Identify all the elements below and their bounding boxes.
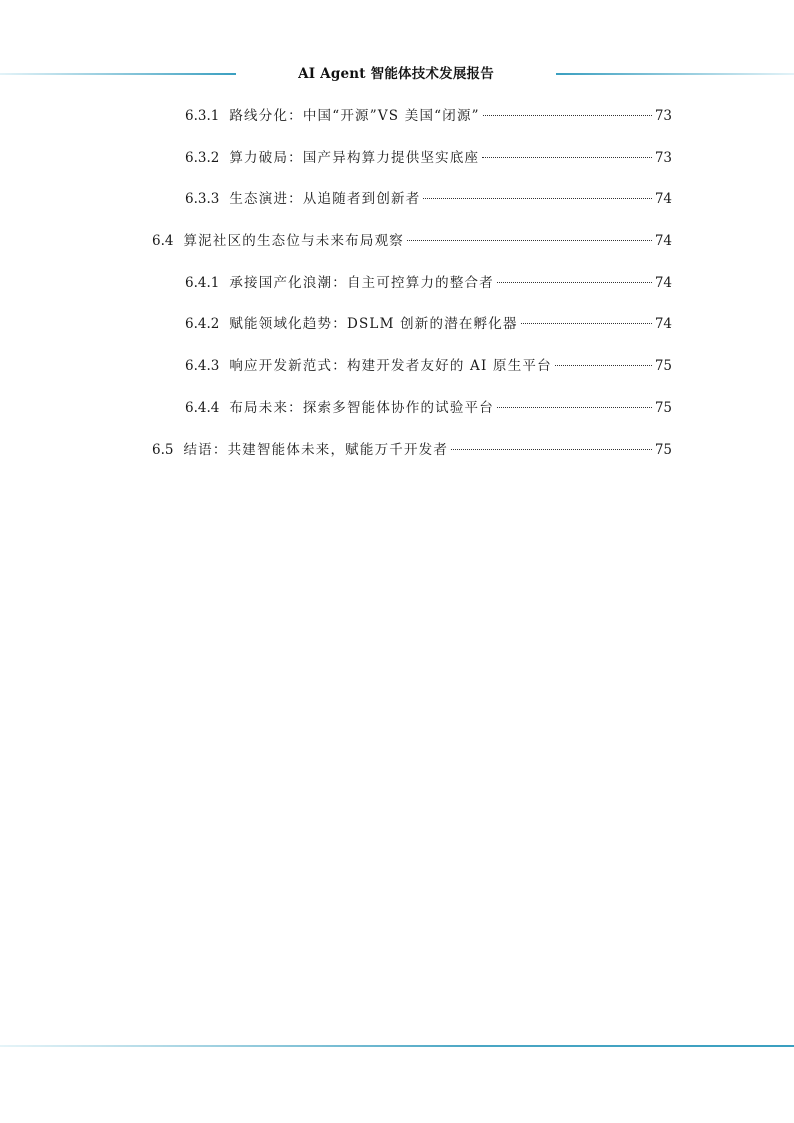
toc-entry-number: 6.3.2 [185,150,220,166]
toc-entry-number: 6.5 [152,442,174,458]
toc-entry-6-4-1[interactable] [185,273,672,293]
toc-entry-number: 6.4.4 [185,400,220,416]
toc-entry-page: 74 [654,233,672,249]
toc-entry-page: 74 [654,191,672,207]
toc-entry-title: 响应开发新范式：构建开发者友好的 AI 原生平台 [229,358,552,374]
toc-entry-number: 6.3.1 [185,108,220,124]
toc-dot-leader [521,323,652,324]
header-rule-left [0,73,236,75]
toc-entry-title: 赋能领域化趋势：DSLM 创新的潜在孵化器 [229,316,518,332]
toc-entry-title: 布局未来：探索多智能体协作的试验平台 [229,400,494,416]
toc-dot-leader [451,449,652,450]
toc-entry-title: 承接国产化浪潮：自主可控算力的整合者 [229,275,494,291]
toc-entry-6-4-3[interactable] [185,356,672,376]
toc-entry-number: 6.3.3 [185,191,220,207]
toc-entry-page: 73 [654,108,672,124]
page-header-title: AI Agent 智能体技术发展报告 [298,66,494,82]
toc-dot-leader [483,115,652,116]
toc-dot-leader [497,282,652,283]
toc-entry-6-4-2[interactable] [185,314,672,334]
toc-entry-page: 75 [654,400,672,416]
toc-entry-number: 6.4.1 [185,275,220,291]
toc-dot-leader [407,240,652,241]
toc-entry-6-3-2[interactable] [185,148,672,168]
toc-entry-6-3-1[interactable] [185,106,672,126]
toc-entry-title: 算泥社区的生态位与未来布局观察 [183,233,404,249]
toc-entry-number: 6.4.3 [185,358,220,374]
footer-rule [0,1045,794,1047]
toc-entry-page: 74 [654,275,672,291]
toc-entry-6-4-4[interactable] [185,398,672,418]
toc-entry-title: 路线分化：中国“开源”VS 美国“闭源” [229,108,480,124]
toc-entry-title: 算力破局：国产异构算力提供坚实底座 [229,150,480,166]
toc-entry-6-5[interactable] [152,440,672,460]
toc-entry-page: 75 [654,442,672,458]
toc-dot-leader [555,365,652,366]
toc-entry-title: 结语：共建智能体未来，赋能万千开发者 [183,442,449,458]
toc-dot-leader [497,407,652,408]
toc-entry-6-4[interactable] [152,231,672,251]
header-rule-right [556,73,794,75]
toc-dot-leader [482,157,652,158]
toc-entry-page: 73 [654,150,672,166]
toc-entry-title: 生态演进：从追随者到创新者 [229,191,421,207]
toc-entry-page: 75 [654,358,672,374]
toc-entry-page: 74 [654,316,672,332]
toc-entry-number: 6.4.2 [185,316,220,332]
toc-entry-6-3-3[interactable] [185,189,672,209]
toc-dot-leader [423,198,651,199]
toc-entry-number: 6.4 [152,233,174,249]
